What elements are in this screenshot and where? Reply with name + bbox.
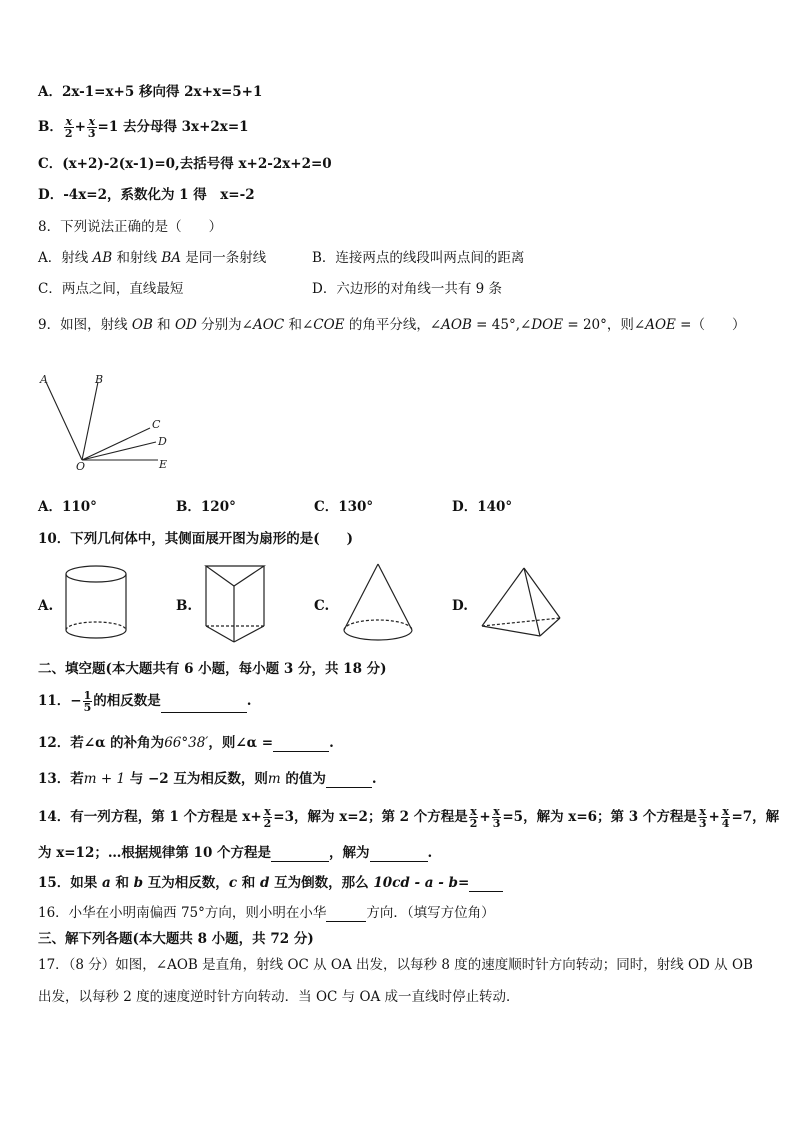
- angle-aob: AOB: [441, 317, 472, 333]
- fraction-denominator: 2: [263, 817, 272, 830]
- fraction-denominator: 2: [64, 127, 73, 140]
- q12-angle-value: 66°38′: [164, 735, 209, 751]
- q15-variable-d: d: [259, 875, 270, 891]
- q7-option-b-suffix: =1 去分母得 3x+2x=1: [97, 119, 249, 135]
- q8-option-a-mid: 和射线: [112, 250, 162, 266]
- q12-prefix: 12．若∠α 的补角为: [38, 735, 165, 751]
- q10-label-b: B.: [176, 598, 193, 614]
- q15-variable-a: a: [102, 875, 111, 891]
- plus-sign: +: [479, 809, 491, 825]
- point-c-label: C: [152, 418, 161, 431]
- q15-and: 和: [110, 875, 134, 891]
- q14-segment-1: =3，解为 x=2；第 2 个方程是: [273, 809, 468, 825]
- point-a-label: A: [40, 373, 48, 386]
- triangular-prism-icon: [200, 562, 270, 646]
- angle-doe: DOE: [531, 317, 564, 333]
- q12: [38, 734, 334, 752]
- fraction-x-over-2: [263, 806, 273, 829]
- q9-option-a: A．110°: [38, 499, 97, 515]
- cylinder-icon: [62, 562, 134, 646]
- q8-option-d: D．六边形的对角线一共有 9 条: [312, 281, 502, 297]
- q16-suffix: 方向．（填写方位角）: [366, 905, 495, 921]
- q11: [38, 690, 251, 713]
- ray-ob-line: [82, 382, 98, 460]
- q17-line-2: 出发，以每秒 2 度的速度逆时针方向转动．当 OC 与 OA 成一直线时停止转动．: [38, 989, 520, 1005]
- q8-option-a-suffix: 是同一条射线: [180, 250, 267, 266]
- fraction-denominator: 3: [87, 127, 96, 140]
- q11-prefix: 11．−: [38, 693, 82, 709]
- q13-variable-m: m: [267, 771, 281, 787]
- fraction-denominator: 3: [698, 817, 707, 830]
- point-o-label: O: [76, 460, 86, 473]
- fraction-numerator: x: [493, 805, 500, 818]
- q13-end: .: [371, 771, 377, 787]
- q15-mid2: 互为倒数，那么: [269, 875, 374, 891]
- fraction-denominator: 5: [83, 701, 92, 714]
- q12-end: .: [329, 735, 334, 751]
- q8-option-a: [38, 249, 266, 267]
- point-b-label: B: [95, 373, 104, 386]
- plus-sign: +: [74, 119, 86, 135]
- q9-stem-mid: 分别为∠: [196, 317, 253, 333]
- q14-equation-blank[interactable]: [271, 847, 329, 862]
- q9-stem-prefix: 9．如图，射线: [38, 317, 132, 333]
- q13-mid: 与 −2 互为相反数，则: [125, 771, 268, 787]
- q7-option-a: A．2x-1=x+5 移向得 2x+x=5+1: [38, 84, 263, 100]
- q14-prefix: 14．有一列方程，第 1 个方程是 x+: [38, 809, 262, 825]
- q13-answer-blank[interactable]: [326, 773, 372, 788]
- fraction-denominator: 2: [469, 817, 478, 830]
- q16-answer-blank[interactable]: [326, 907, 366, 922]
- q9-stem-eq2: = 20°，则∠: [563, 317, 646, 333]
- q9-stem-and2: 和∠: [284, 317, 314, 333]
- q13-prefix: 13．若: [38, 771, 84, 787]
- fraction-x-over-4: [721, 806, 731, 829]
- q15-and2: 和: [237, 875, 260, 891]
- q10-label-d: D.: [452, 598, 468, 614]
- q9-stem: [38, 316, 746, 334]
- q14-line-1: [38, 806, 779, 829]
- q14-line-2: [38, 844, 432, 862]
- q13-text: 的值为: [280, 771, 326, 787]
- q7-option-b: [38, 116, 249, 139]
- point-e-label: E: [159, 458, 168, 471]
- q13: [38, 770, 377, 788]
- ray-od-line: [82, 442, 156, 460]
- fraction-numerator: 1: [83, 689, 92, 702]
- q9-stem-mid2: 的角平分线，∠: [344, 317, 442, 333]
- q11-answer-blank[interactable]: [161, 698, 247, 713]
- fraction-x-over-3: [698, 806, 708, 829]
- ray-od: OD: [174, 317, 197, 333]
- section-3-heading: 三、解下列各题(本大题共 8 小题，共 72 分): [38, 931, 314, 947]
- q15-prefix: 15．如果: [38, 875, 102, 891]
- q11-end: .: [246, 693, 252, 709]
- q10-label-c: C.: [314, 598, 330, 614]
- ray-oa: [46, 382, 82, 460]
- fraction-denominator: 3: [492, 817, 501, 830]
- fraction-numerator: x: [470, 805, 477, 818]
- fraction-x-over-3: [492, 806, 502, 829]
- fraction-numerator: x: [699, 805, 706, 818]
- q15-variable-b: b: [133, 875, 144, 891]
- q8-option-b: B．连接两点的线段叫两点间的距离: [312, 250, 525, 266]
- fraction-numerator: x: [264, 805, 271, 818]
- q14-solution-blank[interactable]: [370, 847, 428, 862]
- q15-variable-c: c: [228, 875, 238, 891]
- ray-ab: AB: [92, 250, 113, 266]
- q9-option-c: C．130°: [314, 499, 374, 515]
- q14-line-2-mid: ，解为: [329, 845, 370, 861]
- fraction-x-over-3: [87, 116, 97, 139]
- q10-stem: 10．下列几何体中，其侧面展开图为扇形的是( ): [38, 531, 354, 547]
- ray-ba: BA: [161, 250, 181, 266]
- q14-segment-3: =7，解: [731, 809, 780, 825]
- q8-stem: 8．下列说法正确的是（ ）: [38, 219, 223, 235]
- q12-answer-blank[interactable]: [273, 737, 329, 752]
- q7-option-c: C．(x+2)-2(x-1)=0,去括号得 x+2-2x+2=0: [38, 156, 332, 172]
- q9-option-d: D．140°: [452, 499, 513, 515]
- section-2-heading: 二、填空题(本大题共有 6 小题，每小题 3 分，共 18 分): [38, 661, 387, 677]
- q15-mid: 互为相反数，: [143, 875, 229, 891]
- q7-option-b-prefix: B．: [38, 119, 63, 135]
- q9-option-b: B．120°: [176, 499, 236, 515]
- fraction-numerator: x: [88, 115, 95, 128]
- q14-line-2-prefix: 为 x=12；…根据规律第 10 个方程是: [38, 845, 272, 861]
- q8-option-a-prefix: A．射线: [38, 250, 93, 266]
- q10-label-a: A.: [38, 598, 54, 614]
- triangular-pyramid-icon: [476, 564, 566, 640]
- q7-option-d: D．-4x=2，系数化为 1 得 x=-2: [38, 187, 255, 203]
- q9-stem-eq1: = 45°,∠: [471, 317, 532, 333]
- ray-oc: [82, 428, 150, 460]
- q15-expression: 10cd - a - b: [373, 875, 458, 891]
- angle-aoe: AOE: [645, 317, 676, 333]
- q9-stem-tail: =（ ）: [675, 317, 746, 333]
- angle-aoc: AOC: [253, 317, 285, 333]
- q15: [38, 874, 503, 892]
- q12-mid: ，则∠α =: [208, 735, 274, 751]
- fraction-x-over-2: [64, 116, 74, 139]
- plus-sign: +: [708, 809, 720, 825]
- q16: [38, 904, 495, 922]
- ray-ob: OB: [131, 317, 153, 333]
- fraction-numerator: x: [65, 115, 73, 128]
- point-d-label: D: [158, 435, 167, 448]
- cone-icon: [338, 560, 418, 648]
- fraction-1-over-5: [83, 690, 93, 713]
- q9-angle-figure: [30, 368, 190, 478]
- q11-text: 的相反数是: [93, 693, 161, 709]
- q16-prefix: 16．小华在小明南偏西 75°方向，则小明在小华: [38, 905, 327, 921]
- fraction-x-over-2: [469, 806, 479, 829]
- q9-stem-and: 和: [152, 317, 175, 333]
- q15-answer-blank[interactable]: [469, 877, 503, 892]
- q17-line-1: 17．（8 分）如图，∠AOB 是直角，射线 OC 从 OA 出发，以每秒 8 度的速度顺时针方向转动；同时，射线 OD 从 OB: [38, 957, 753, 973]
- q14-segment-2: =5，解为 x=6；第 3 个方程是: [502, 809, 697, 825]
- fraction-numerator: x: [722, 805, 729, 818]
- angle-coe: COE: [313, 317, 345, 333]
- q13-expression: m + 1: [83, 771, 126, 787]
- q8-option-c: C．两点之间，直线最短: [38, 281, 184, 297]
- q14-line-2-end: .: [427, 845, 433, 861]
- fraction-denominator: 4: [721, 817, 730, 830]
- q15-equals: =: [457, 875, 470, 891]
